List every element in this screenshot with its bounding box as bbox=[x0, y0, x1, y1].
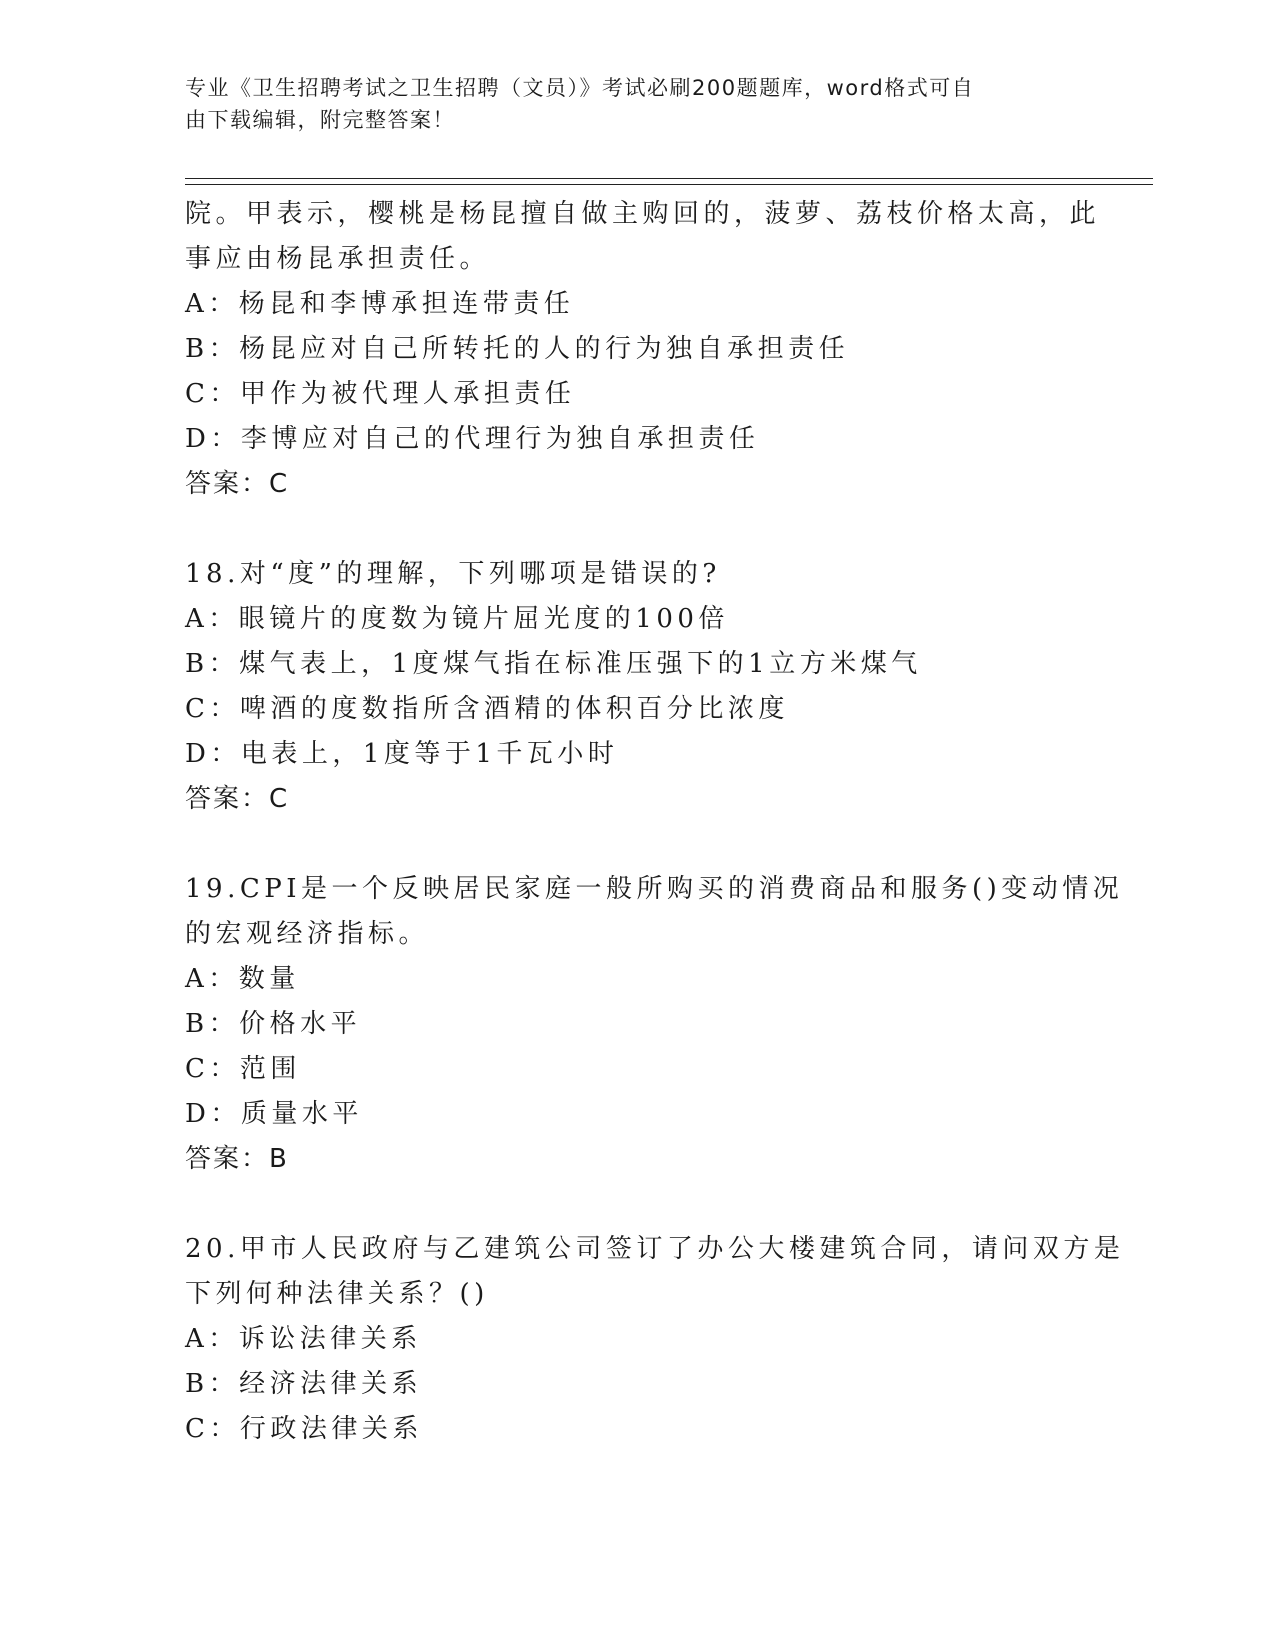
answer-line: 答案：C bbox=[185, 469, 290, 499]
question-19 bbox=[185, 867, 1124, 1182]
question-stem-line: 院。甲表示，樱桃是杨昆擅自做主购回的，菠萝、荔枝价格太高，此 bbox=[185, 199, 1101, 229]
question-stem-line: 18.对“度”的理解，下列哪项是错误的? bbox=[185, 559, 721, 589]
option-c: C：行政法律关系 bbox=[185, 1414, 423, 1444]
option-b: B：煤气表上，1度煤气指在标准压强下的1立方米煤气 bbox=[185, 649, 922, 679]
question-stem-line: 20.甲市人民政府与乙建筑公司签订了办公大楼建筑合同，请问双方是 bbox=[185, 1234, 1125, 1264]
option-a: A：诉讼法律关系 bbox=[185, 1324, 422, 1354]
option-b: B：经济法律关系 bbox=[185, 1369, 423, 1399]
header-title-line-2: 由下载编辑，附完整答案！ bbox=[185, 108, 455, 132]
question-list bbox=[185, 192, 1125, 1452]
option-a: A：杨昆和李博承担连带责任 bbox=[185, 289, 575, 319]
question-17 bbox=[185, 192, 1101, 507]
option-c: C：啤酒的度数指所含酒精的体积百分比浓度 bbox=[185, 694, 789, 724]
option-d: D：质量水平 bbox=[185, 1099, 363, 1129]
header-divider bbox=[185, 178, 1153, 179]
option-b: B：杨昆应对自己所转托的人的行为独自承担责任 bbox=[185, 334, 850, 364]
answer-line: 答案：C bbox=[185, 784, 290, 814]
option-a: A：眼镜片的度数为镜片屈光度的100倍 bbox=[185, 604, 729, 634]
question-20 bbox=[185, 1227, 1125, 1452]
question-stem-line: 下列何种法律关系？() bbox=[185, 1279, 489, 1309]
spacer bbox=[185, 1182, 1085, 1227]
question-18 bbox=[185, 552, 1085, 822]
page-header bbox=[185, 72, 1085, 136]
question-stem-line: 19.CPI是一个反映居民家庭一般所购买的消费商品和服务()变动情况 bbox=[185, 874, 1124, 904]
option-d: D：电表上，1度等于1千瓦小时 bbox=[185, 739, 619, 769]
header-title-line-1: 专业《卫生招聘考试之卫生招聘（文员）》考试必刷200题题库，word格式可自 bbox=[185, 76, 975, 100]
question-stem-line: 的宏观经济指标。 bbox=[185, 919, 430, 949]
header-divider bbox=[185, 184, 1153, 185]
option-b: B：价格水平 bbox=[185, 1009, 362, 1039]
spacer bbox=[185, 507, 1085, 552]
option-d: D：李博应对自己的代理行为独自承担责任 bbox=[185, 424, 760, 454]
option-c: C：范围 bbox=[185, 1054, 301, 1084]
answer-line: 答案：B bbox=[185, 1144, 289, 1174]
option-a: A：数量 bbox=[185, 964, 300, 994]
question-stem-line: 事应由杨昆承担责任。 bbox=[185, 244, 491, 274]
option-c: C：甲作为被代理人承担责任 bbox=[185, 379, 576, 409]
spacer bbox=[185, 822, 1085, 867]
